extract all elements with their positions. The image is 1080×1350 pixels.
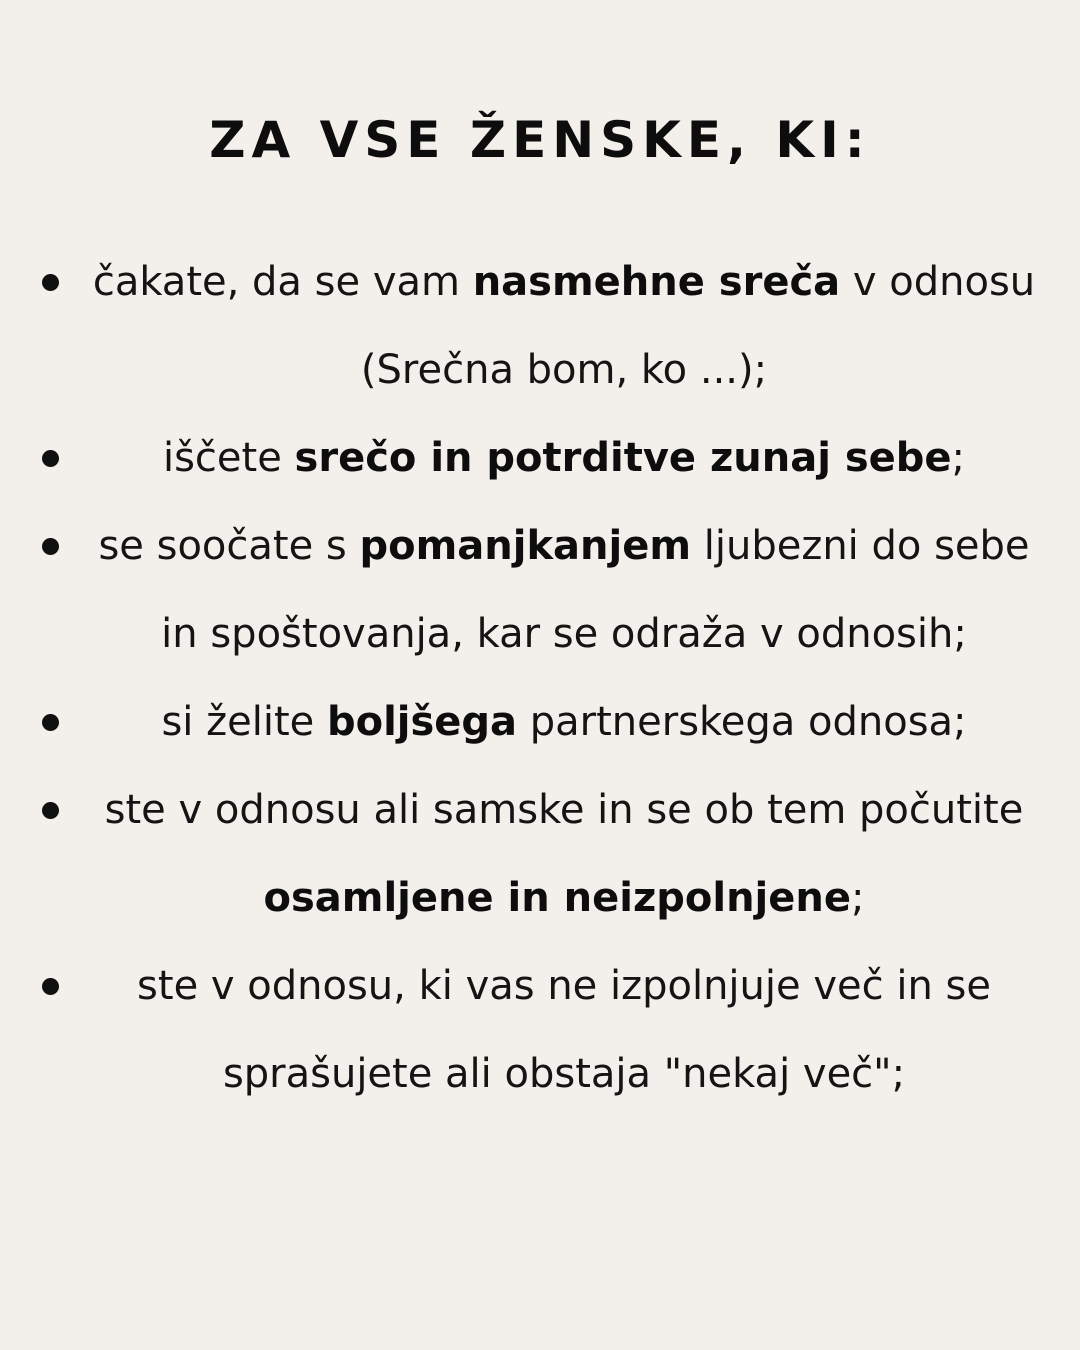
item-text: iščete [162,435,295,481]
item-emphasis: pomanjkanjem [359,523,692,569]
page-title: ZA VSE ŽENSKE, KI: [209,111,871,169]
item-text: ; [951,435,966,481]
bullet-icon [42,802,59,819]
list-item [0,502,1080,678]
item-text: se soočate s [98,523,360,569]
list-item [0,238,1080,414]
item-emphasis: srečo in potrditve zunaj sebe [294,435,952,481]
item-text: v odnosu (Srečna bom, ko ...); [360,259,1036,393]
bullet-icon [42,450,59,467]
bullet-icon [42,538,59,555]
item-emphasis: boljšega [326,699,518,745]
item-emphasis: osamljene in neizpolnjene [263,875,851,921]
item-emphasis: nasmehne sreča [472,259,841,305]
list-item [0,678,1080,766]
bullet-icon [42,978,59,995]
item-text: ste v odnosu ali samske in se ob tem počutite [104,787,1024,833]
list-item [0,942,1080,1118]
list-item [0,414,1080,502]
item-text: ljubezni do sebe in spoštovanja, kar se odraža v odnosih; [161,523,1030,657]
bullet-icon [42,274,59,291]
bullet-list [0,238,1080,1118]
bullet-icon [42,714,59,731]
list-item [0,766,1080,942]
item-text: partnerskega odnosa; [517,699,967,745]
item-text: ste v odnosu, ki vas ne izpolnjuje več in se sprašujete ali obstaja "nekaj več"; [137,963,991,1097]
item-text: si želite [161,699,327,745]
item-text: ; [851,875,865,921]
item-text: čakate, da se vam [92,259,473,305]
